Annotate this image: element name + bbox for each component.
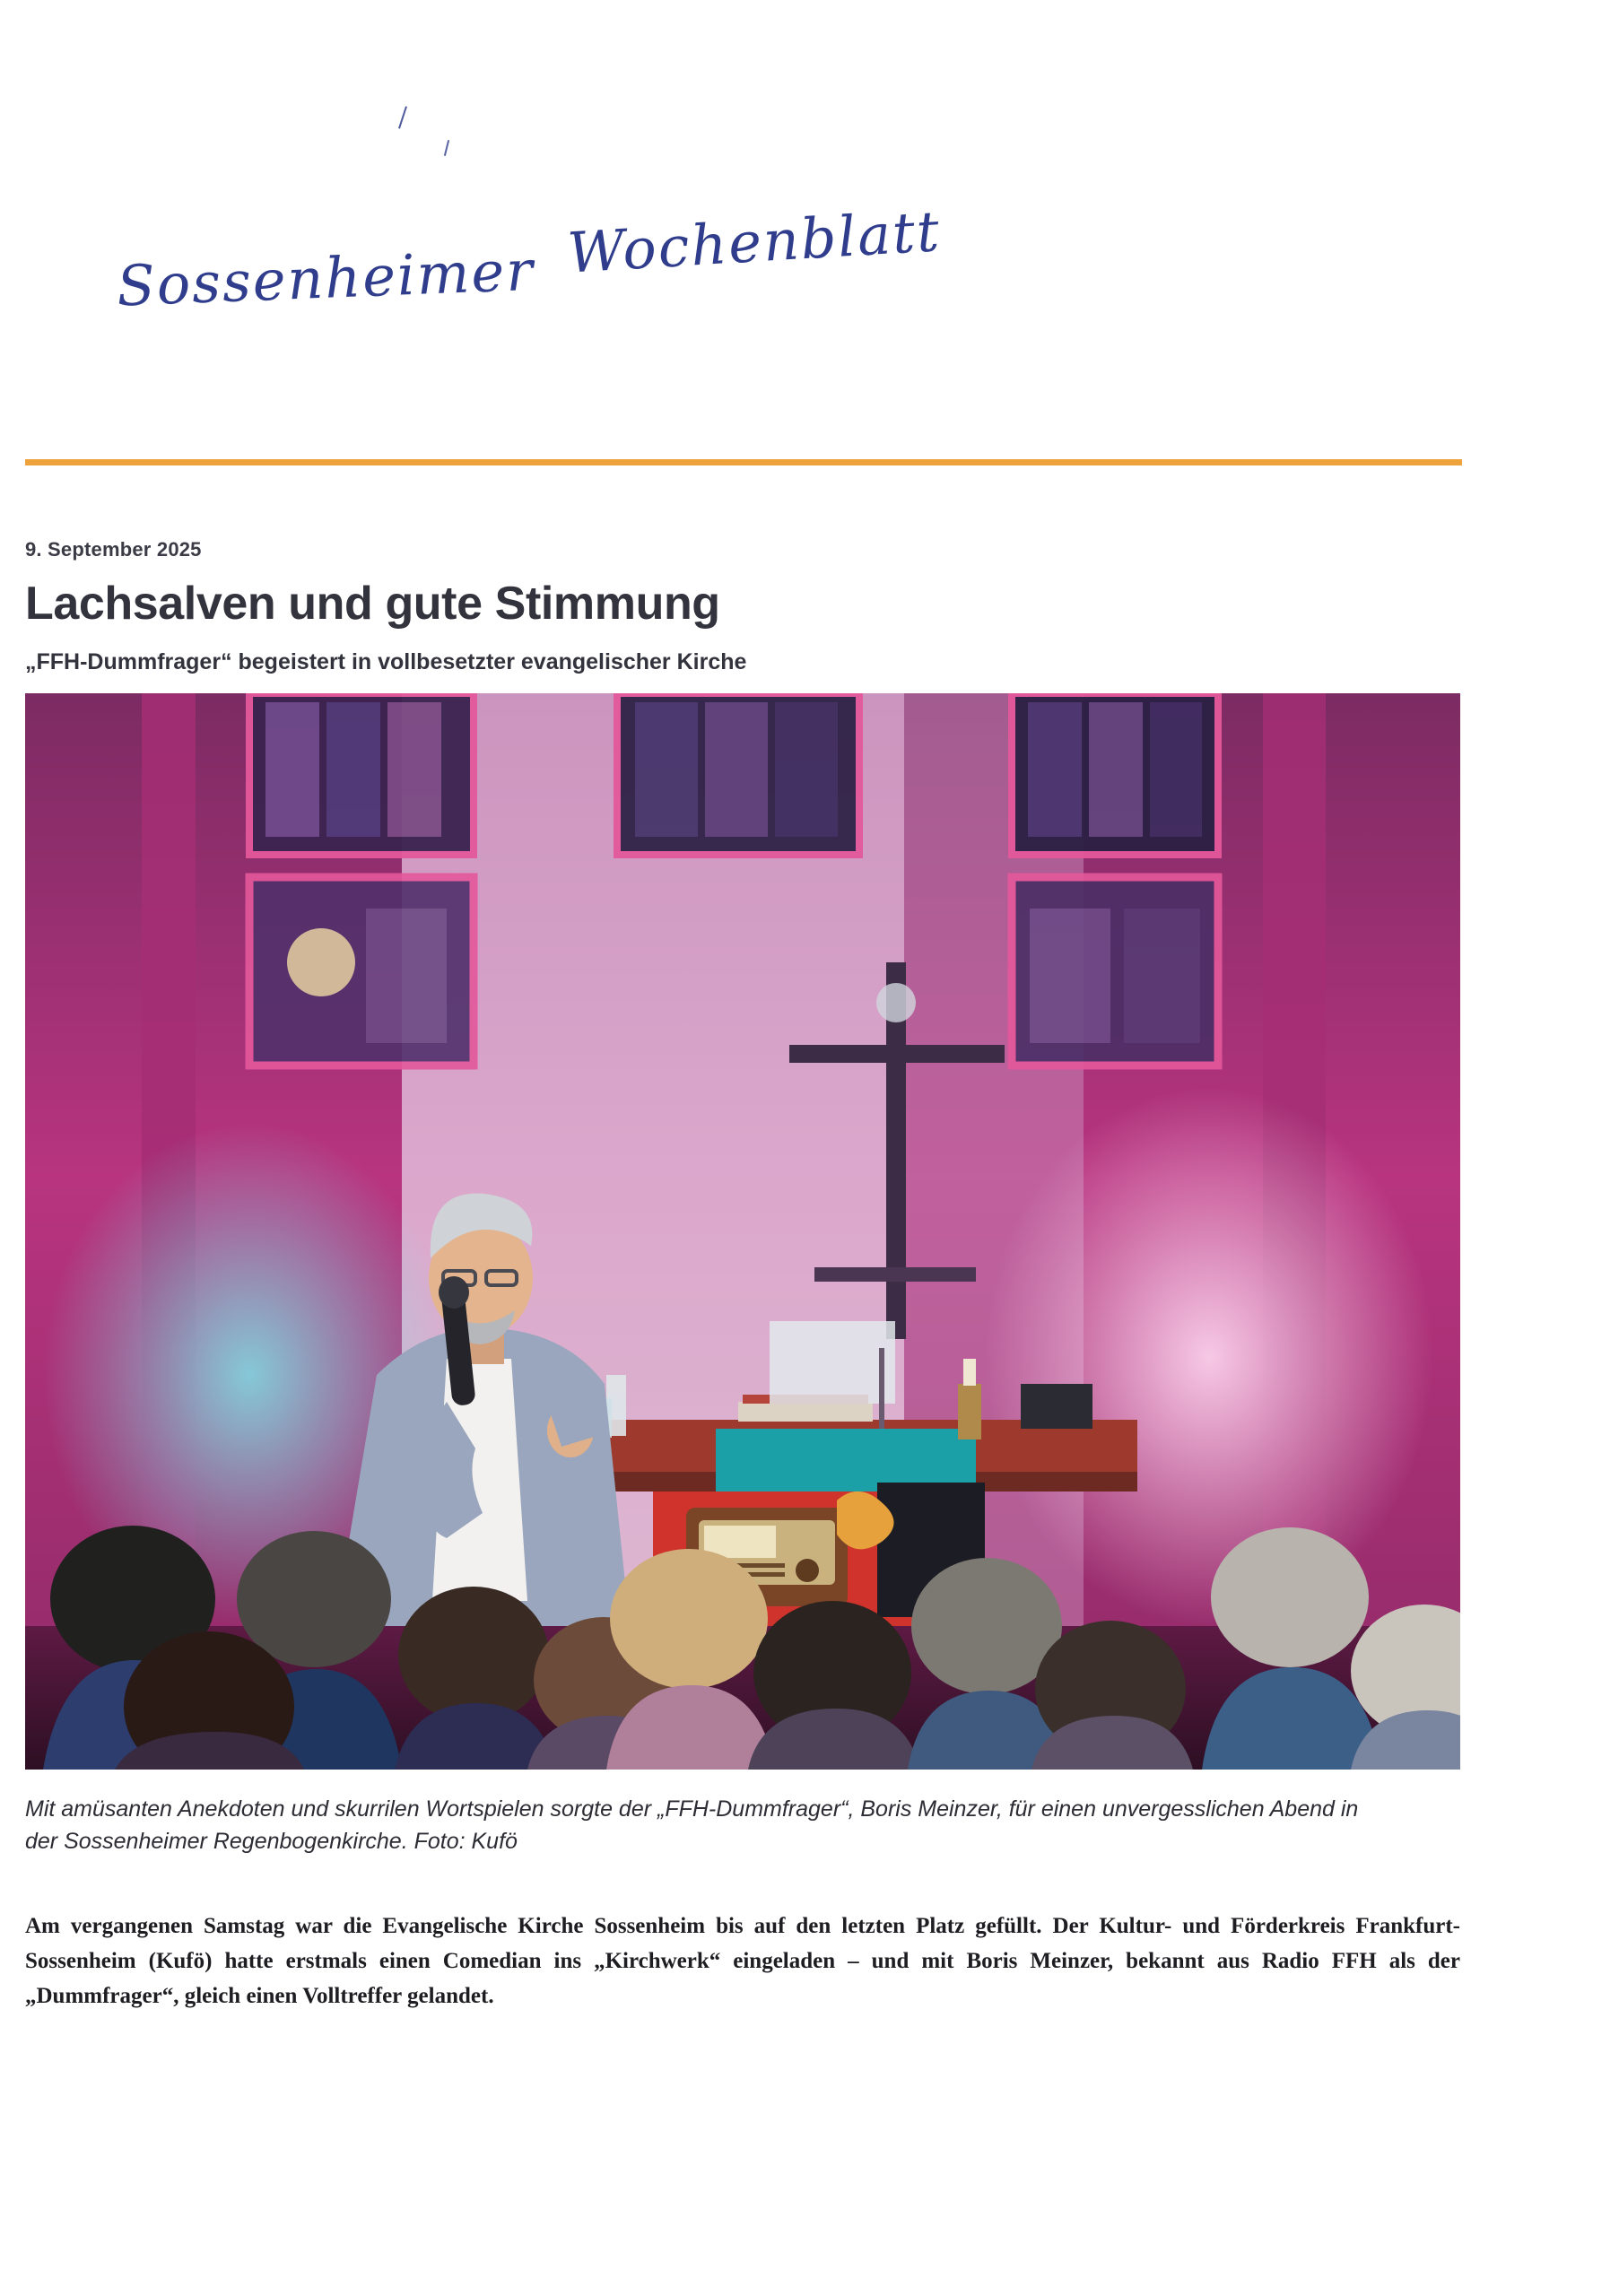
article-subheadline: „FFH-Dummfrager“ begeistert in vollbesetzter evangelischer Kirche [25,648,747,674]
pen-stroke-mark-2-icon [444,140,449,156]
article-body: Am vergangenen Samstag war die Evangelische Kirche Sossenheim bis auf den letzten Platz gefüllt. Der Kultur- und Förderkreis Frankfurt-Sossenheim (Kufö) hatte erstmals einen Comedian ins „Kirchwerk“ eingeladen – und mit Boris Meinzer, bekannt aus Radio FFH als der „Dummfrager“, gleich einen Volltreffer gelandet. [25,1914,1460,2008]
logo-word-one: Sossenheimer [115,237,536,319]
pen-stroke-mark-icon [398,106,407,128]
article-photo [25,693,1460,1770]
header-divider [25,459,1462,465]
publication-logo [115,198,943,319]
photo-caption: Mit amüsanten Anekdoten und skurrilen Wortspielen sorgte der „FFH-Dummfrager“, Boris Meinzer, für einen unvergesslichen Abend in der Sossenheimer Regenbogenkirche. Foto: Kufö [25,1796,1359,1854]
masthead [0,0,1619,448]
page-title: Lachsalven und gute Stimmung [25,578,720,630]
article [25,538,1462,2013]
logo-word-two: Wochenblatt [565,198,943,286]
photo-illustration [25,693,1460,1770]
publication-date: 9. September 2025 [25,538,202,561]
